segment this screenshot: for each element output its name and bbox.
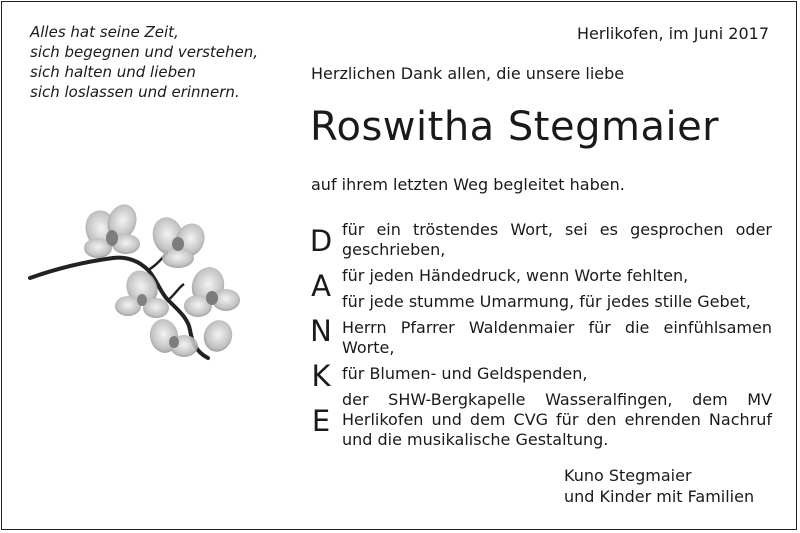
orchid-branch-icon xyxy=(28,196,260,371)
danke-letter: E xyxy=(311,404,331,438)
thanks-item: für ein tröstendes Wort, sei es gesprochen oder geschrieben, xyxy=(342,220,772,259)
signature-line: Kuno Stegmaier xyxy=(564,466,692,485)
after-name-text: auf ihrem letzten Weg begleitet haben. xyxy=(311,175,625,194)
thanks-item: Herrn Pfarrer Waldenmaier für die einfühlsamen Worte, xyxy=(342,318,772,357)
danke-letter: K xyxy=(311,359,331,393)
signature xyxy=(564,465,754,507)
deceased-name: Roswitha Stegmaier xyxy=(310,104,720,150)
signature-line: und Kinder mit Familien xyxy=(564,487,755,506)
thanks-item: der SHW-Bergkapelle Wasseralfingen, dem MV Herlikofen und dem CVG für den ehrenden Nachruf und die musikalische Gestaltung. xyxy=(342,390,772,449)
thanks-item: für Blumen- und Geldspenden, xyxy=(342,364,588,383)
poem-line: sich begegnen und verstehen, xyxy=(30,43,259,61)
danke-letters xyxy=(306,219,336,444)
intro-text: Herzlichen Dank allen, die unsere liebe xyxy=(311,64,625,83)
thanks-list xyxy=(342,220,772,456)
place-date: Herlikofen, im Juni 2017 xyxy=(577,24,769,43)
poem xyxy=(30,22,290,102)
thanks-item: für jede stumme Umarmung, für jedes stille Gebet, xyxy=(342,292,751,311)
poem-line: sich halten und lieben xyxy=(30,63,196,81)
poem-line: Alles hat seine Zeit, xyxy=(30,23,179,41)
danke-letter: N xyxy=(310,314,332,348)
thanks-item: für jeden Händedruck, wenn Worte fehlten, xyxy=(342,266,689,285)
danke-letter: A xyxy=(311,269,331,303)
danke-letter: D xyxy=(309,224,333,258)
poem-line: sich loslassen und erinnern. xyxy=(30,83,240,101)
